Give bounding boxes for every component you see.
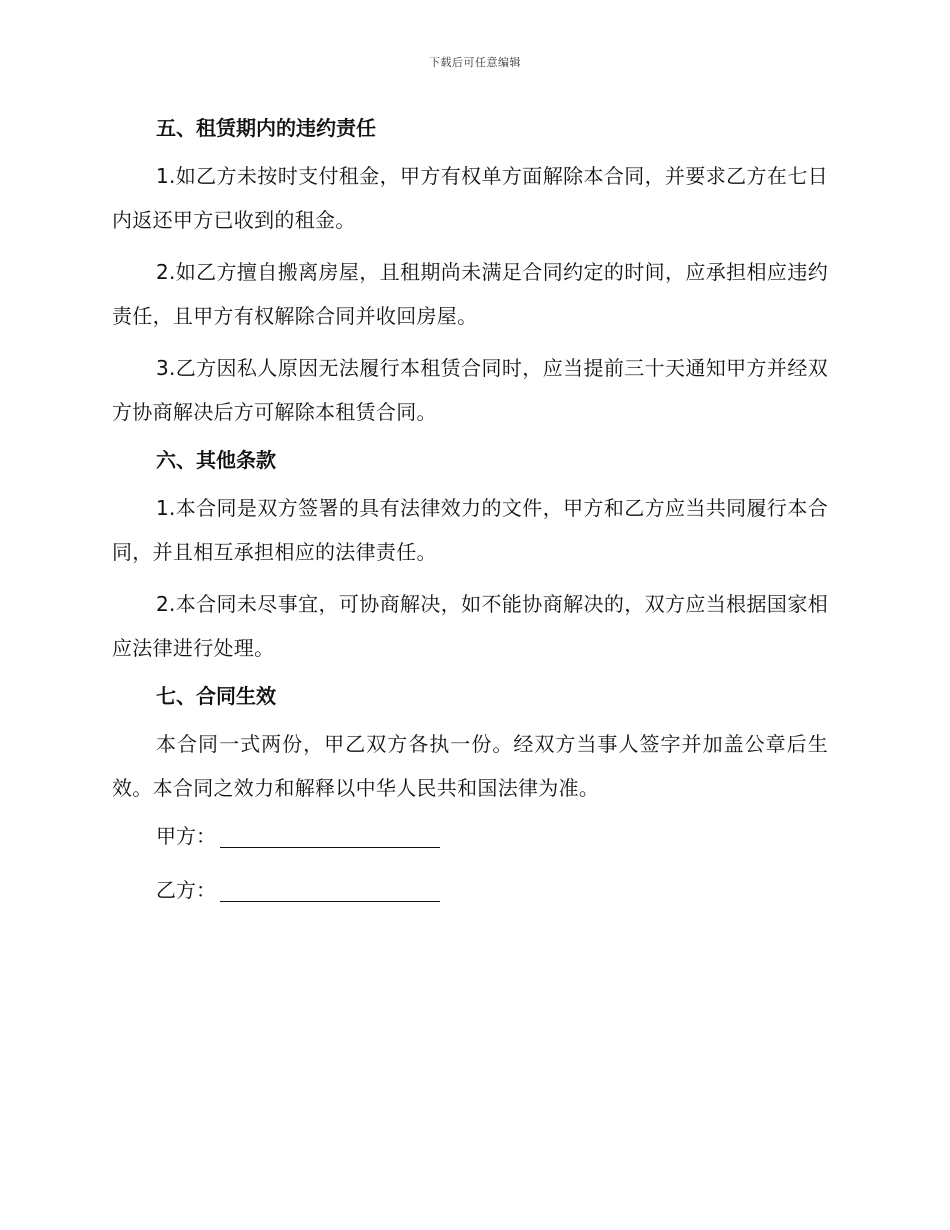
document-body bbox=[112, 110, 828, 908]
party-b-label: 乙方： bbox=[156, 878, 216, 902]
signature-party-a bbox=[156, 818, 828, 854]
section-heading-effectiveness: 七、合同生效 bbox=[156, 684, 276, 708]
clause-6-2: 2.本合同未尽事宜，可协商解决，如不能协商解决的，双方应当根据国家相应法律进行处理。 bbox=[112, 592, 828, 660]
clause-5-2: 2.如乙方擅自搬离房屋，且租期尚未满足合同约定的时间，应承担相应违约责任，且甲方有权解除合同并收回房屋。 bbox=[112, 260, 828, 328]
section-heading-breach: 五、租赁期内的违约责任 bbox=[156, 116, 376, 140]
party-a-label: 甲方： bbox=[156, 824, 216, 848]
party-b-signature-blank[interactable] bbox=[220, 879, 440, 902]
clause-5-1: 1.如乙方未按时支付租金，甲方有权单方面解除本合同，并要求乙方在七日内返还甲方已收到的租金。 bbox=[112, 164, 828, 232]
clause-7-1: 本合同一式两份，甲乙双方各执一份。经双方当事人签字并加盖公章后生效。本合同之效力和解释以中华人民共和国法律为准。 bbox=[112, 732, 828, 800]
party-a-signature-blank[interactable] bbox=[220, 825, 440, 848]
signature-party-b bbox=[156, 872, 828, 908]
clause-5-3: 3.乙方因私人原因无法履行本租赁合同时，应当提前三十天通知甲方并经双方协商解决后方可解除本租赁合同。 bbox=[112, 356, 828, 424]
section-heading-other-terms: 六、其他条款 bbox=[156, 448, 276, 472]
header-note: 下载后可任意编辑 bbox=[429, 56, 521, 69]
clause-6-1: 1.本合同是双方签署的具有法律效力的文件，甲方和乙方应当共同履行本合同，并且相互承担相应的法律责任。 bbox=[112, 496, 828, 564]
